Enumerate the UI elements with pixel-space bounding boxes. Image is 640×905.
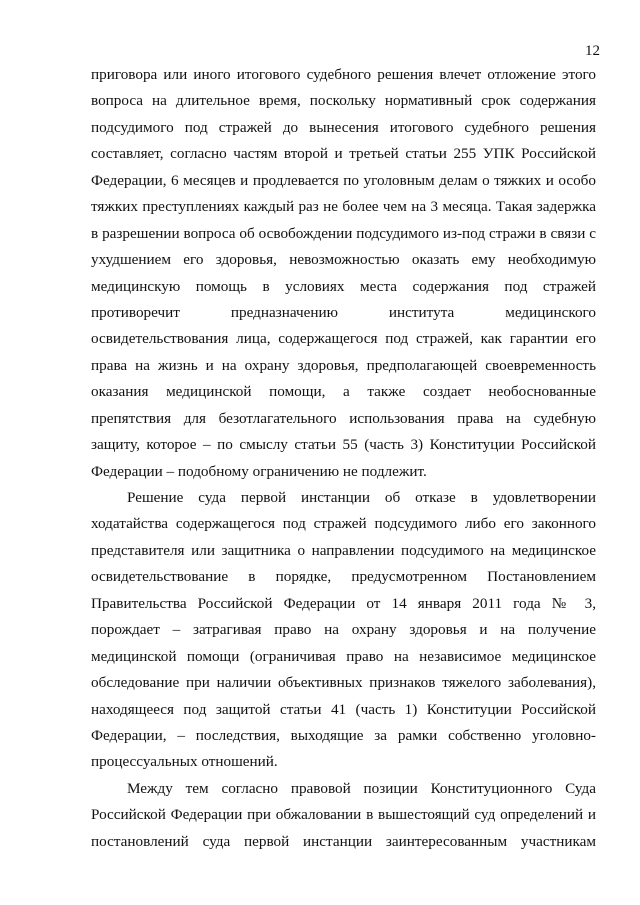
text-line: медицинскую помощь в условиях места содержания под стражей [91, 277, 596, 295]
text-line: приговора или иного итогового судебного решения влечет отложение этого [91, 66, 596, 83]
text-line: порождает – затрагивая право на охрану здоровья и на получение [91, 621, 596, 639]
text-line: Российской Федерации при обжаловании в вышестоящий суд определений и [91, 806, 596, 824]
text-line: Правительства Российской Федерации от 14 января 2011 года № 3, [91, 594, 596, 612]
text-line: противоречит предназначению института медицинского [91, 303, 596, 321]
text-line: обследование при наличии объективных признаков тяжелого заболевания), [91, 674, 596, 692]
text-line: процессуальных отношений. [91, 753, 278, 771]
paragraph-1 [91, 62, 596, 485]
paragraph-3 [91, 776, 596, 855]
text-line: ухудшением его здоровья, невозможностью оказать ему необходимую [91, 251, 596, 269]
text-line: вопроса на длительное время, поскольку нормативный срок содержания [91, 92, 596, 110]
text-line: ходатайства содержащегося под стражей подсудимого либо его законного [91, 515, 596, 533]
body-text [91, 62, 596, 855]
text-line: представителя или защитника о направлении подсудимого на медицинское [91, 541, 596, 559]
text-line: права на жизнь и на охрану здоровья, предполагающей своевременность [91, 356, 596, 374]
text-line: находящееся под защитой статьи 41 (часть 1) Конституции Российской [91, 700, 596, 718]
text-line: Федерации – подобному ограничению не подлежит. [91, 462, 427, 480]
text-line: освидетельствование в порядке, предусмотренном Постановлением [91, 568, 596, 586]
paragraph-2 [91, 485, 596, 776]
text-line: в разрешении вопроса об освобождении подсудимого из-под стражи в связи с [91, 224, 596, 242]
text-line: Федерации, 6 месяцев и продлевается по уголовным делам о тяжких и особо [91, 171, 596, 189]
text-line: Решение суда первой инстанции об отказе в удовлетворении [127, 489, 596, 506]
text-line: оказания медицинской помощи, а также создает необоснованные [91, 383, 596, 401]
text-line: Между тем согласно правовой позиции Конституционного Суда [127, 779, 596, 797]
text-line: защиту, которое – по смыслу статьи 55 (часть 3) Конституции Российской [91, 436, 596, 454]
text-line: составляет, согласно частям второй и третьей статьи 255 УПК Российской [91, 145, 596, 163]
text-line: Федерации, – последствия, выходящие за рамки собственно уголовно- [91, 726, 596, 744]
text-line: тяжких преступлениях каждый раз не более чем на 3 месяца. Такая задержка [91, 198, 596, 216]
text-line: освидетельствования лица, содержащегося под стражей, как гарантии его [91, 330, 596, 348]
page-number: 12 [585, 43, 600, 59]
text-line: препятствия для безотлагательного использования права на судебную [91, 409, 596, 427]
text-line: подсудимого под стражей до вынесения итогового судебного решения [91, 118, 596, 136]
text-line: постановлений суда первой инстанции заинтересованным участникам [91, 832, 596, 850]
text-line: медицинской помощи (ограничивая право на независимое медицинское [91, 647, 596, 665]
